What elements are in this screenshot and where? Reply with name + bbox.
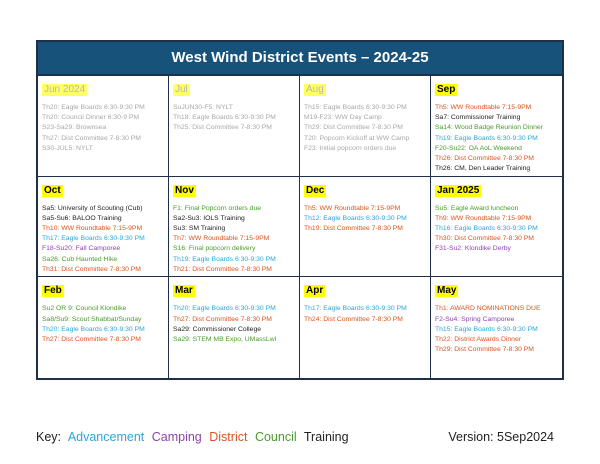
month-cell (169, 76, 300, 177)
event-item: Th18: Eagle Boards 6:30-9:30 PM (173, 114, 276, 122)
month-label: Nov (175, 184, 194, 196)
event-item: S16: Final popcorn delivery (173, 245, 256, 253)
month-label: May (437, 285, 457, 297)
color-key (36, 430, 353, 444)
event-item: Th26: CM, Den Leader Training (435, 165, 531, 173)
event-item: Th20: Eagle Boards 6:30-9:30 PM (173, 305, 276, 313)
event-item: Th1: AWARD NOMINATIONS DUE (435, 305, 541, 313)
events-calendar (36, 40, 564, 380)
event-item: S30-JUL5: NYLT (42, 144, 93, 152)
event-item: Su2 OR 9: Council Klondike (42, 305, 127, 313)
event-item: Th27: Dist Committee 7-8:30 PM (42, 134, 141, 142)
month-label: Sep (437, 84, 456, 95)
event-item: Sa26: Cub Haunted Hike (42, 255, 118, 263)
month-cell (169, 277, 300, 378)
event-item: Th26: Dist Committee 7-8:30 PM (435, 155, 534, 163)
event-item: F18-Su20: Fall Camporee (42, 245, 121, 253)
month-cell (431, 76, 562, 177)
month-label: Oct (44, 184, 61, 196)
event-item: Th9: WW Roundtable 7:15-9PM (435, 214, 532, 222)
month-cell (431, 277, 562, 378)
month-label: Jun 2024 (44, 84, 86, 95)
event-item: Th29: Dist Committee 7-8:30 PM (435, 346, 534, 354)
event-item: Th19: Eagle Boards 6:30-9:30 PM (435, 134, 538, 142)
calendar-title: West Wind District Events – 2024-25 (38, 42, 562, 76)
month-cell (300, 76, 431, 177)
event-item: Sa5: University of Scouting (Cub) (42, 204, 143, 212)
event-item: Su3: SM Training (173, 225, 226, 233)
event-item: Th20: Eagle Boards 6:30-9:30 PM (42, 104, 145, 111)
version-label: Version: 5Sep2024 (448, 430, 554, 444)
event-item: F20-Su22: OA AoL Weekend (435, 144, 522, 152)
month-cell (169, 177, 300, 278)
event-item: Th17: Eagle Boards 6:30-9:30 PM (304, 305, 407, 313)
event-item: Th12: Eagle Boards 6:30-9:30 PM (304, 214, 407, 222)
event-item: Th22: District Awards Dinner (435, 335, 521, 343)
key-district: District (209, 430, 248, 444)
event-item: Th7: WW Roundtable 7:15-9PM (173, 235, 270, 243)
month-label: Feb (44, 285, 62, 297)
event-item: Th29: Dist Committee 7-8:30 PM (304, 124, 403, 132)
event-item: Th25: Dist Committee 7-8:30 PM (173, 124, 272, 132)
event-item: Th19: Dist Committee 7-8:30 PM (304, 225, 403, 233)
event-item: Sa8/Su9: Scout Shabbat/Sunday (42, 315, 142, 323)
event-item: SuJUN30-F5: NYLT (173, 104, 233, 111)
event-item: Sa29: STEM MB Expo, UMassLwl (173, 335, 277, 343)
key-training: Training (303, 430, 349, 444)
month-grid (38, 76, 562, 378)
event-item: Su5: Eagle Award luncheon (435, 204, 519, 212)
event-item: Th17: Eagle Boards 6:30-9:30 PM (42, 235, 145, 243)
month-cell (431, 177, 562, 278)
event-item: F23: Initial popcorn orders due (304, 144, 397, 152)
event-item: Th15: Eagle Boards 6:30-9:30 PM (304, 104, 407, 111)
event-item: Th27: Dist Committee 7-8:30 PM (173, 315, 272, 323)
key-council: Council (254, 430, 297, 444)
month-label: Jul (175, 84, 188, 95)
event-item: Th24: Dist Committee 7-8:30 PM (304, 315, 403, 323)
month-label: Apr (306, 285, 324, 297)
event-item: Sa2-Su3: IOLS Training (173, 214, 245, 222)
month-label: Dec (306, 184, 325, 196)
event-item: T20: Popcorn Kickoff at WW Camp (304, 134, 410, 142)
month-cell (38, 177, 169, 278)
key-camping: Camping (151, 430, 202, 444)
event-item: Th31: Dist Committee 7-8:30 PM (42, 265, 141, 273)
event-item: Sa29: Commissioner College (173, 325, 262, 333)
month-cell (300, 177, 431, 278)
month-cell (38, 277, 169, 378)
event-item: Th5: WW Roundtable 7:15-9PM (435, 104, 532, 111)
event-item: Sa7: Commissioner Training (435, 114, 521, 122)
month-cell (300, 277, 431, 378)
key-label: Key: (36, 430, 62, 444)
event-item: M19-F23: WW Day Camp (304, 114, 382, 122)
event-item: Th27: Dist Committee 7-8:30 PM (42, 335, 141, 343)
event-item: Th10: WW Roundtable 7:15-9PM (42, 225, 143, 233)
month-label: Jan 2025 (437, 184, 480, 196)
event-item: S23-Sa29: Brownsea (42, 124, 107, 132)
event-item: F1: Final Popcorn orders due (173, 204, 262, 212)
event-item: F2-Su4: Spring Camporee (435, 315, 515, 323)
event-item: Th30: Dist Committee 7-8:30 PM (435, 235, 534, 243)
event-item: Th16: Eagle Boards 6:30-9:30 PM (435, 225, 538, 233)
event-item: Sa5-Su6: BALOO Training (42, 214, 122, 222)
event-item: F31-Su2: Klondike Derby (435, 245, 511, 253)
month-label: Mar (175, 285, 193, 297)
event-item: Th19: Eagle Boards 6:30-9:30 PM (173, 255, 276, 263)
month-label: Aug (306, 84, 324, 95)
event-item: Th20: Eagle Boards 6:30-9:30 PM (42, 325, 145, 333)
month-cell (38, 76, 169, 177)
event-item: Sa14: Wood Badge Reunion Dinner (435, 124, 543, 132)
event-item: Th21: Dist Committee 7-8:30 PM (173, 265, 272, 273)
event-item: Th15: Eagle Boards 6:30-9:30 PM (435, 325, 538, 333)
event-item: Th20: Council Dinner 6:30-9 PM (42, 114, 140, 122)
event-item: Th5: WW Roundtable 7:15-9PM (304, 204, 401, 212)
key-advancement: Advancement (67, 430, 145, 444)
